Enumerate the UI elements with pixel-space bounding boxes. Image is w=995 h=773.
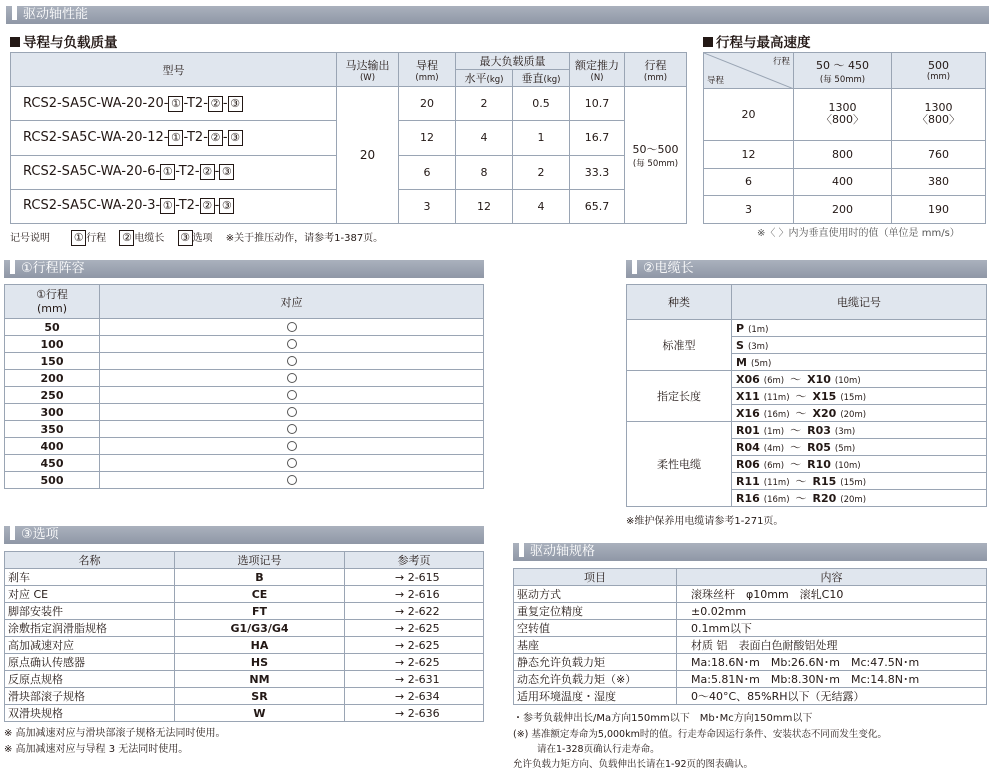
spec-note-2: (※) 基准额定寿命为5,000km时的值。行走寿命因运行条件、安装状态不同而发生变化。 <box>513 729 887 740</box>
option-code: FT <box>175 603 345 620</box>
cable-code: X16 (16m) ～ X20 (20m) <box>732 405 987 422</box>
cable-code: X11 (11m) ～ X15 (15m) <box>732 388 987 405</box>
table-row <box>5 603 484 620</box>
option-code: HS <box>175 654 345 671</box>
circle-icon <box>287 373 297 383</box>
table-row <box>5 654 484 671</box>
option-code: HA <box>175 637 345 654</box>
option-code: G1/G3/G4 <box>175 620 345 637</box>
col-cable-type: 种类 <box>627 285 732 320</box>
col-max-load: 最大负载质量 <box>456 53 570 70</box>
horizontal-value: 12 <box>456 189 513 223</box>
model-name: RCS2-SA5C-WA-20-12- ① -T2- ② - ③ <box>11 121 337 155</box>
option-name: 滑块部滚子规格 <box>5 688 175 705</box>
model-name: RCS2-SA5C-WA-20-3- ① -T2- ② - ③ <box>11 189 337 223</box>
table-row <box>5 671 484 688</box>
col-stroke: 行程 (mm) <box>625 53 687 87</box>
option-name: 反原点规格 <box>5 671 175 688</box>
table-row <box>5 387 484 404</box>
table-row <box>5 438 484 455</box>
circle-icon <box>287 424 297 434</box>
spec-content: Ma:5.81N･m Mb:8.30N･m Mc:14.8N･m <box>677 671 987 688</box>
speed-note: ※〈 〉内为垂直使用时的值（单位是 mm/s） <box>757 228 960 239</box>
horizontal-value: 2 <box>456 87 513 121</box>
cable-code: R01 (1m) ～ R03 (3m) <box>732 422 987 439</box>
cable-type: 指定长度 <box>627 371 732 422</box>
col-motor: 马达输出 (W) <box>337 53 399 87</box>
stroke-lineup-header: ①行程阵容 <box>4 260 484 278</box>
circle-icon <box>287 339 297 349</box>
cable-code: S (3m) <box>732 337 987 354</box>
option-page-link[interactable]: → 2-636 <box>345 705 484 722</box>
spec-item: 适用环境温度・湿度 <box>514 688 677 705</box>
support-cell <box>100 370 484 387</box>
speed-value: 190 <box>892 196 986 224</box>
stroke-value: 100 <box>5 336 100 353</box>
spec-item: 动态允许负载力矩（※） <box>514 671 677 688</box>
spec-content: 0.1mm以下 <box>677 620 987 637</box>
option-code: B <box>175 569 345 586</box>
table-row <box>704 89 986 141</box>
speed-col-1: 50 ～ 450 (每 50mm) <box>794 53 892 89</box>
table-row <box>5 620 484 637</box>
lead-load-table <box>10 52 687 224</box>
legend-line: 记号说明 ① 行程 ② 电缆长 ③ 选项 ※关于推压动作，请参考1-387页。 <box>10 231 384 244</box>
spec-content: 材质 铝 表面白色耐酸铝处理 <box>677 637 987 654</box>
table-row <box>5 688 484 705</box>
table-row <box>5 637 484 654</box>
stroke-table <box>4 284 484 489</box>
support-cell <box>100 319 484 336</box>
table-row <box>5 472 484 489</box>
lead-value: 3 <box>399 189 456 223</box>
col-support: 对应 <box>100 285 484 319</box>
support-cell <box>100 353 484 370</box>
speed-lead: 20 <box>704 89 794 141</box>
col-spec-content: 内容 <box>677 569 987 586</box>
table-row <box>704 168 986 196</box>
speed-value: 1300 〈800〉 <box>892 89 986 141</box>
spec-content: ±0.02mm <box>677 603 987 620</box>
table-row <box>11 87 687 121</box>
spec-item: 重复定位精度 <box>514 603 677 620</box>
option-code: W <box>175 705 345 722</box>
option-name: 脚部安装件 <box>5 603 175 620</box>
spec-content: 滚珠丝杆 φ10mm 滚轧C10 <box>677 586 987 603</box>
stroke-value: 450 <box>5 455 100 472</box>
circle-icon <box>287 475 297 485</box>
circle-icon <box>287 356 297 366</box>
stroke-value: 200 <box>5 370 100 387</box>
circle-icon <box>287 458 297 468</box>
options-note-2: ※ 高加减速对应与导程 3 无法同时使用。 <box>4 744 189 755</box>
table-row <box>627 422 987 439</box>
spec-note-1: ・参考负载伸出长/Ma方向150mm以下 Mb･Mc方向150mm以下 <box>513 713 813 724</box>
cable-code: X06 (6m) ～ X10 (10m) <box>732 371 987 388</box>
cable-header: ②电缆长 <box>626 260 987 278</box>
speed-value: 1300 〈800〉 <box>794 89 892 141</box>
table-row <box>5 404 484 421</box>
table-row <box>514 603 987 620</box>
speed-lead: 6 <box>704 168 794 196</box>
speed-table <box>703 52 986 224</box>
vertical-value: 2 <box>513 155 570 189</box>
spec-item: 空转值 <box>514 620 677 637</box>
circle-icon <box>287 407 297 417</box>
thrust-value: 65.7 <box>570 189 625 223</box>
speed-lead: 3 <box>704 196 794 224</box>
option-page-link[interactable]: → 2-634 <box>345 688 484 705</box>
option-name: 高加减速对应 <box>5 637 175 654</box>
circle-icon <box>287 322 297 332</box>
col-thrust: 额定推力 (N) <box>570 53 625 87</box>
col-stroke: ①行程 (mm) <box>5 285 100 319</box>
vertical-value: 0.5 <box>513 87 570 121</box>
spec-note-3: 请在1-328页确认行走寿命。 <box>537 744 660 755</box>
model-name: RCS2-SA5C-WA-20-20- ① -T2- ② - ③ <box>11 87 337 121</box>
spec-item: 静态允许负载力矩 <box>514 654 677 671</box>
col-option-name: 名称 <box>5 552 175 569</box>
table-row <box>5 421 484 438</box>
option-code: NM <box>175 671 345 688</box>
table-row <box>514 620 987 637</box>
option-page-link[interactable]: → 2-622 <box>345 603 484 620</box>
support-cell <box>100 336 484 353</box>
table-row <box>627 371 987 388</box>
circle-icon <box>287 441 297 451</box>
table-row <box>5 586 484 603</box>
table-row <box>514 671 987 688</box>
table-row <box>514 637 987 654</box>
spec-header: 驱动轴规格 <box>513 543 987 561</box>
circle-icon <box>287 390 297 400</box>
support-cell <box>100 472 484 489</box>
table-row <box>704 140 986 168</box>
support-cell <box>100 404 484 421</box>
stroke-value: 50～500 (每 50mm) <box>625 87 687 224</box>
support-cell <box>100 455 484 472</box>
option-name: 刹车 <box>5 569 175 586</box>
motor-value: 20 <box>337 87 399 224</box>
col-cable-code: 电缆记号 <box>732 285 987 320</box>
cable-table <box>626 284 987 507</box>
option-page-link[interactable]: → 2-625 <box>345 637 484 654</box>
stroke-value: 250 <box>5 387 100 404</box>
support-cell <box>100 438 484 455</box>
option-page-link[interactable]: → 2-631 <box>345 671 484 688</box>
stroke-value: 300 <box>5 404 100 421</box>
table-row <box>5 336 484 353</box>
table-row <box>5 569 484 586</box>
table-row <box>514 688 987 705</box>
option-code: SR <box>175 688 345 705</box>
stroke-value: 500 <box>5 472 100 489</box>
spec-content: 0～40°C、85%RH以下（无结露） <box>677 688 987 705</box>
table-row <box>5 370 484 387</box>
thrust-value: 10.7 <box>570 87 625 121</box>
lead-load-title: 导程与负载质量 <box>10 31 118 51</box>
table-row <box>514 654 987 671</box>
cable-code: R11 (11m) ～ R15 (15m) <box>732 473 987 490</box>
col-horizontal: 水平(kg) <box>456 70 513 87</box>
col-spec-item: 项目 <box>514 569 677 586</box>
table-row <box>5 705 484 722</box>
options-header: ③选项 <box>4 526 484 544</box>
speed-col-2: 500 (mm) <box>892 53 986 89</box>
lead-value: 6 <box>399 155 456 189</box>
thrust-value: 16.7 <box>570 121 625 155</box>
horizontal-value: 4 <box>456 121 513 155</box>
speed-value: 760 <box>892 140 986 168</box>
cable-code: P (1m) <box>732 320 987 337</box>
vertical-value: 1 <box>513 121 570 155</box>
speed-value: 400 <box>794 168 892 196</box>
stroke-value: 400 <box>5 438 100 455</box>
cable-type: 柔性电缆 <box>627 422 732 507</box>
cable-code: R06 (6m) ～ R10 (10m) <box>732 456 987 473</box>
col-lead: 导程 (mm) <box>399 53 456 87</box>
table-row <box>704 196 986 224</box>
spec-item: 基座 <box>514 637 677 654</box>
spec-item: 驱动方式 <box>514 586 677 603</box>
options-table <box>4 551 484 722</box>
table-row <box>627 320 987 337</box>
spec-note-4: 允许负载力矩方向、负载伸出长请在1-92页的图表确认。 <box>513 759 754 770</box>
cable-note: ※维护保养用电缆请参考1-271页。 <box>626 516 784 527</box>
table-row <box>5 319 484 336</box>
col-vertical: 垂直(kg) <box>513 70 570 87</box>
cable-type: 标准型 <box>627 320 732 371</box>
speed-lead: 12 <box>704 140 794 168</box>
option-page-link[interactable]: → 2-615 <box>345 569 484 586</box>
option-code: CE <box>175 586 345 603</box>
col-option-code: 选项记号 <box>175 552 345 569</box>
col-model: 型号 <box>11 53 337 87</box>
vertical-value: 4 <box>513 189 570 223</box>
table-row <box>514 586 987 603</box>
lead-value: 20 <box>399 87 456 121</box>
stroke-value: 350 <box>5 421 100 438</box>
table-row <box>5 455 484 472</box>
option-page-link[interactable]: → 2-616 <box>345 586 484 603</box>
model-name: RCS2-SA5C-WA-20-6- ① -T2- ② - ③ <box>11 155 337 189</box>
option-name: 双滑块规格 <box>5 705 175 722</box>
stroke-value: 50 <box>5 319 100 336</box>
cable-code: R04 (4m) ～ R05 (5m) <box>732 439 987 456</box>
options-note-1: ※ 高加减速对应与滑块部滚子规格无法同时使用。 <box>4 728 226 739</box>
horizontal-value: 8 <box>456 155 513 189</box>
lead-value: 12 <box>399 121 456 155</box>
section-header: 驱动轴性能 <box>6 6 989 24</box>
support-cell <box>100 421 484 438</box>
col-option-page: 参考页 <box>345 552 484 569</box>
option-page-link[interactable]: → 2-625 <box>345 654 484 671</box>
cable-code: R16 (16m) ～ R20 (20m) <box>732 490 987 507</box>
speed-value: 380 <box>892 168 986 196</box>
corner-cell: 行程 导程 <box>704 53 794 89</box>
support-cell <box>100 387 484 404</box>
speed-value: 800 <box>794 140 892 168</box>
table-row <box>5 353 484 370</box>
spec-table <box>513 568 987 705</box>
option-page-link[interactable]: → 2-625 <box>345 620 484 637</box>
cable-code: M (5m) <box>732 354 987 371</box>
stroke-value: 150 <box>5 353 100 370</box>
speed-value: 200 <box>794 196 892 224</box>
thrust-value: 33.3 <box>570 155 625 189</box>
option-name: 对应 CE <box>5 586 175 603</box>
option-name: 原点确认传感器 <box>5 654 175 671</box>
speed-title: 行程与最高速度 <box>703 31 811 51</box>
spec-content: Ma:18.6N･m Mb:26.6N･m Mc:47.5N･m <box>677 654 987 671</box>
option-name: 涂敷指定润滑脂规格 <box>5 620 175 637</box>
